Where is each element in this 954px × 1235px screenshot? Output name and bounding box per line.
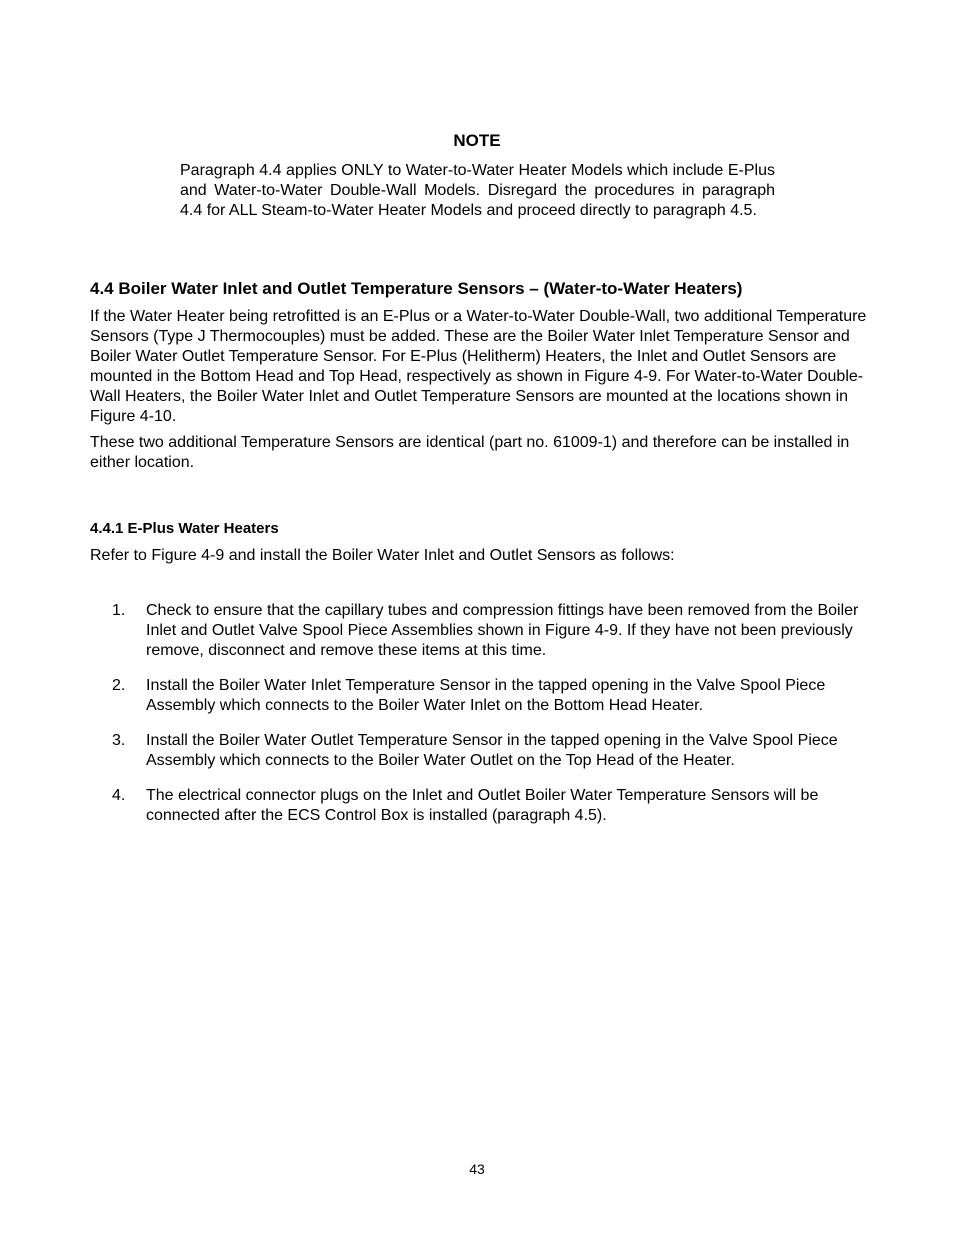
section-paragraph-2: These two additional Temperature Sensors are identical (part no. 61009-1) and therefore can be installed in either location. (90, 434, 850, 471)
list-item (90, 676, 870, 716)
step-text: Install the Boiler Water Inlet Temperature Sensor in the tapped opening in the Valve Spool Piece Assembly which connects to the Boiler Water Inlet on the Bottom Head Heater. (146, 677, 826, 714)
subsection-intro: Refer to Figure 4-9 and install the Boiler Water Inlet and Outlet Sensors as follows: (90, 547, 675, 564)
step-text: The electrical connector plugs on the Inlet and Outlet Boiler Water Temperature Sensors will be connected after the ECS Control Box is installed (paragraph 4.5). (146, 787, 819, 824)
section-paragraph-1: If the Water Heater being retrofitted is an E-Plus or a Water-to-Water Double-Wall, two additional Temperature Sensors (Type J Thermocouples) must be added. These are the Boiler Water Inlet Temperature Sensor and Boiler Water Outlet Temperature Sensor. For E-Plus (Helitherm) Heaters, the Inlet and Outlet Sensors are mounted in the Bottom Head and Top Head, respectively as shown in Figure 4-9. For Water-to-Water Double-Wall Heaters, the Boiler Water Inlet and Outlet Temperature Sensors are mounted at the locations shown in Figure 4-10. (90, 308, 867, 425)
list-item (90, 731, 870, 771)
list-item (90, 601, 870, 661)
step-number: 1. (112, 602, 126, 619)
step-number: 4. (112, 787, 126, 804)
note-title: NOTE (453, 131, 501, 150)
list-item (90, 786, 870, 826)
section-heading: 4.4 Boiler Water Inlet and Outlet Temperature Sensors – (Water-to-Water Heaters) (90, 279, 743, 298)
step-number: 2. (112, 677, 126, 694)
note-body: Paragraph 4.4 applies ONLY to Water-to-Water Heater Models which include E-Plus and Water-to-Water Double-Wall Models. Disregard the procedures in paragraph 4.4 for ALL Steam-to-Water Heater Models and proceed directly to paragraph 4.5. (180, 162, 775, 219)
step-number: 3. (112, 732, 126, 749)
step-text: Install the Boiler Water Outlet Temperature Sensor in the tapped opening in the Valve Spool Piece Assembly which connects to the Boiler Water Outlet on the Top Head of the Heater. (146, 732, 838, 769)
step-text: Check to ensure that the capillary tubes and compression fittings have been removed from the Boiler Inlet and Outlet Valve Spool Piece Assemblies shown in Figure 4-9. If they have not been previously remove, disconnect and remove these items at this time. (146, 602, 859, 659)
subsection-heading: 4.4.1 E-Plus Water Heaters (90, 520, 279, 537)
page-number: 43 (469, 1161, 485, 1177)
